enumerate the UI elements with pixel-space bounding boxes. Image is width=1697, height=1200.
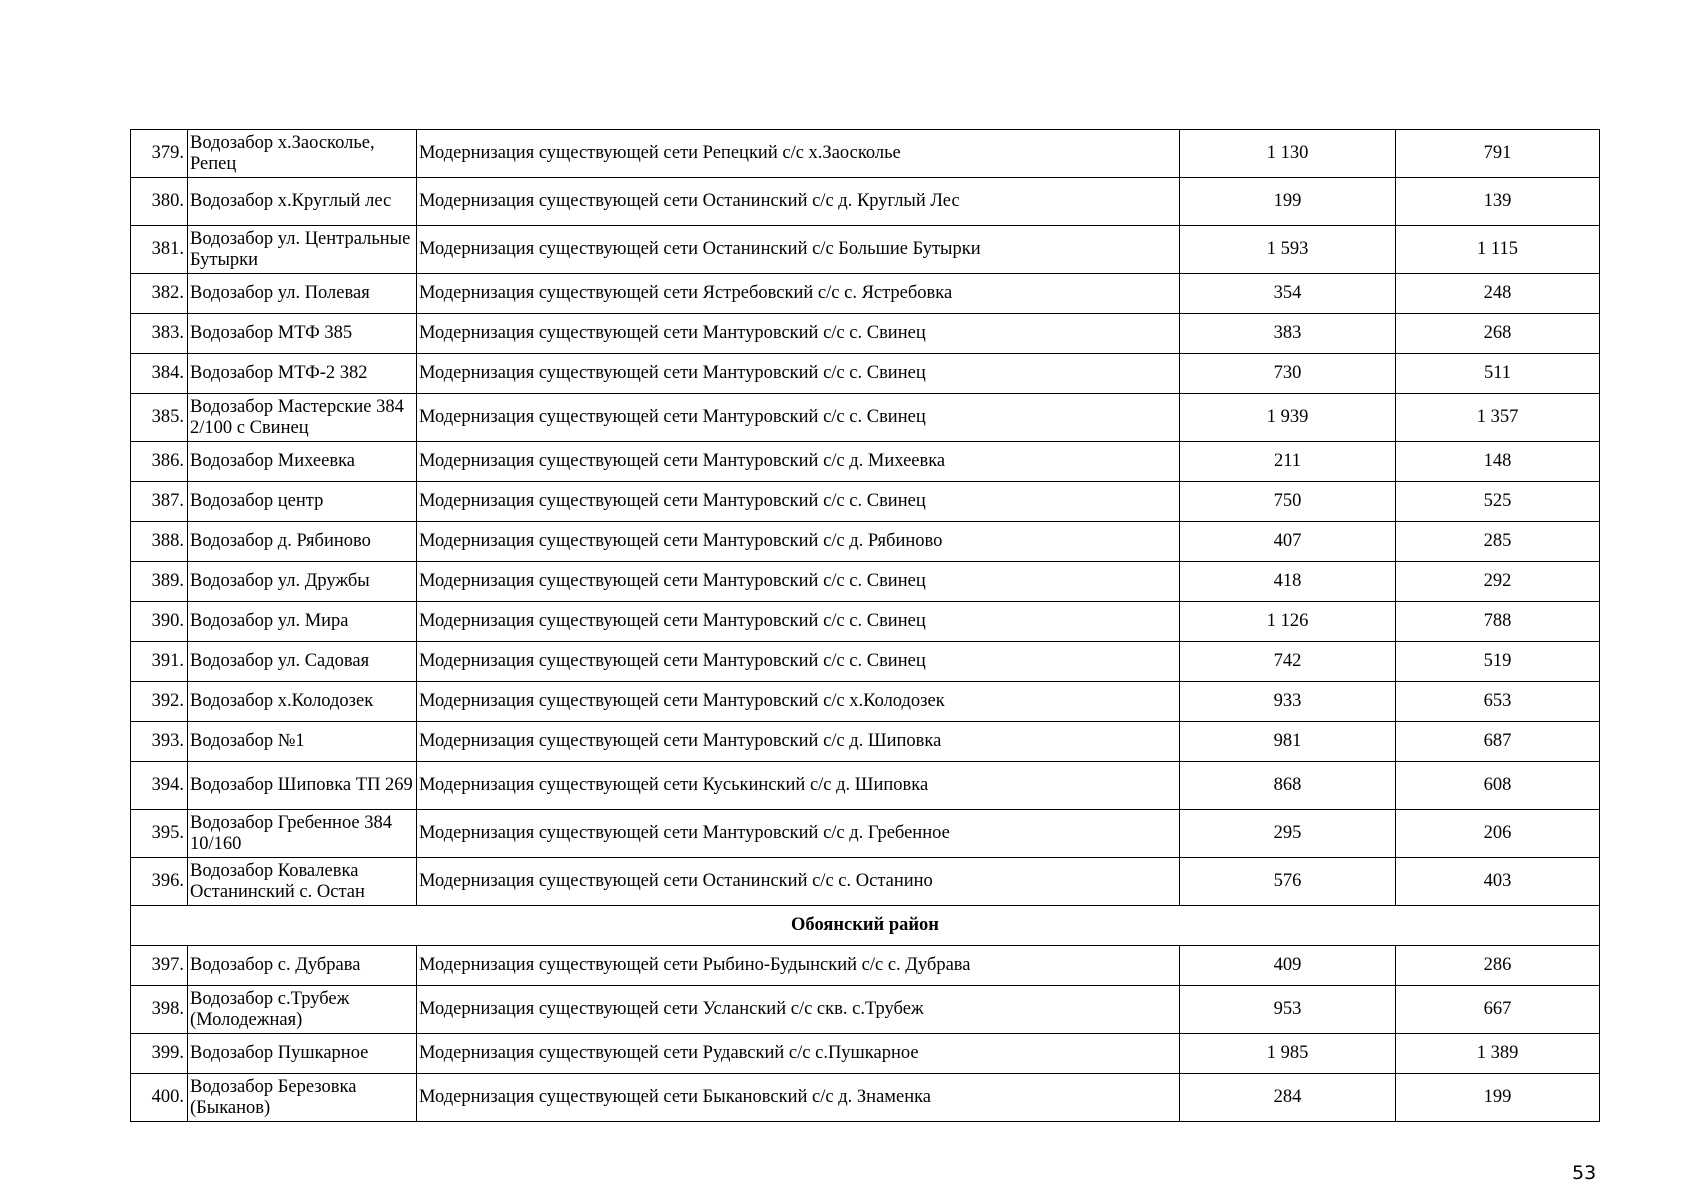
description-cell: Модернизация существующей сети Куськинский с/с д. Шиповка	[417, 762, 1180, 810]
water-source-cell: Водозабор х.Заосколье, Репец	[188, 130, 417, 178]
row-number-cell: 392.	[131, 682, 188, 722]
value-1-cell: 953	[1180, 986, 1396, 1034]
row-number-cell: 381.	[131, 226, 188, 274]
value-2-cell: 206	[1396, 810, 1600, 858]
description-cell: Модернизация существующей сети Останинский с/с Большие Бутырки	[417, 226, 1180, 274]
water-source-cell: Водозабор Михеевка	[188, 442, 417, 482]
table-row	[131, 1034, 1600, 1074]
water-source-cell: Водозабор х.Круглый лес	[188, 178, 417, 226]
water-source-cell: Водозабор Гребенное 384 10/160	[188, 810, 417, 858]
water-source-cell: Водозабор с. Дубрава	[188, 946, 417, 986]
value-2-cell: 1 357	[1396, 394, 1600, 442]
value-1-cell: 354	[1180, 274, 1396, 314]
water-source-cell: Водозабор центр	[188, 482, 417, 522]
water-source-cell: Водозабор МТФ 385	[188, 314, 417, 354]
description-cell: Модернизация существующей сети Мантуровский с/с с. Свинец	[417, 562, 1180, 602]
value-2-cell: 286	[1396, 946, 1600, 986]
table-row	[131, 482, 1600, 522]
table-row	[131, 354, 1600, 394]
water-source-cell: Водозабор Шиповка ТП 269	[188, 762, 417, 810]
value-1-cell: 868	[1180, 762, 1396, 810]
value-1-cell: 933	[1180, 682, 1396, 722]
table-row	[131, 130, 1600, 178]
water-source-cell: Водозабор с.Трубеж (Молодежная)	[188, 986, 417, 1034]
value-1-cell: 284	[1180, 1074, 1396, 1122]
description-cell: Модернизация существующей сети Мантуровский с/с д. Шиповка	[417, 722, 1180, 762]
table-row	[131, 986, 1600, 1034]
water-source-cell: Водозабор МТФ-2 382	[188, 354, 417, 394]
description-cell: Модернизация существующей сети Мантуровский с/с с. Свинец	[417, 394, 1180, 442]
row-number-cell: 389.	[131, 562, 188, 602]
value-1-cell: 407	[1180, 522, 1396, 562]
table-row	[131, 1074, 1600, 1122]
row-number-cell: 383.	[131, 314, 188, 354]
value-2-cell: 248	[1396, 274, 1600, 314]
table-body	[131, 130, 1600, 1122]
value-2-cell: 788	[1396, 602, 1600, 642]
value-1-cell: 295	[1180, 810, 1396, 858]
row-number-cell: 393.	[131, 722, 188, 762]
description-cell: Модернизация существующей сети Останинский с/с д. Круглый Лес	[417, 178, 1180, 226]
value-2-cell: 148	[1396, 442, 1600, 482]
description-cell: Модернизация существующей сети Ястребовский с/с с. Ястребовка	[417, 274, 1180, 314]
row-number-cell: 394.	[131, 762, 188, 810]
value-2-cell: 268	[1396, 314, 1600, 354]
value-2-cell: 1 115	[1396, 226, 1600, 274]
description-cell: Модернизация существующей сети Останинский с/с с. Останино	[417, 858, 1180, 906]
description-cell: Модернизация существующей сети Усланский с/с скв. с.Трубеж	[417, 986, 1180, 1034]
row-number-cell: 382.	[131, 274, 188, 314]
table-row	[131, 274, 1600, 314]
value-1-cell: 409	[1180, 946, 1396, 986]
row-number-cell: 398.	[131, 986, 188, 1034]
description-cell: Модернизация существующей сети Мантуровский с/с х.Колодозек	[417, 682, 1180, 722]
value-1-cell: 418	[1180, 562, 1396, 602]
water-source-cell: Водозабор ул. Мира	[188, 602, 417, 642]
value-2-cell: 519	[1396, 642, 1600, 682]
row-number-cell: 399.	[131, 1034, 188, 1074]
table-row	[131, 442, 1600, 482]
water-source-cell: Водозабор ул. Садовая	[188, 642, 417, 682]
water-source-cell: Водозабор Ковалевка Останинский с. Остан	[188, 858, 417, 906]
value-2-cell: 667	[1396, 986, 1600, 1034]
table-row	[131, 810, 1600, 858]
value-2-cell: 285	[1396, 522, 1600, 562]
value-1-cell: 730	[1180, 354, 1396, 394]
row-number-cell: 396.	[131, 858, 188, 906]
description-cell: Модернизация существующей сети Мантуровский с/с с. Свинец	[417, 602, 1180, 642]
description-cell: Модернизация существующей сети Репецкий с/с х.Заосколье	[417, 130, 1180, 178]
value-1-cell: 1 130	[1180, 130, 1396, 178]
value-1-cell: 981	[1180, 722, 1396, 762]
row-number-cell: 387.	[131, 482, 188, 522]
water-source-cell: Водозабор д. Рябиново	[188, 522, 417, 562]
value-2-cell: 199	[1396, 1074, 1600, 1122]
table-row	[131, 562, 1600, 602]
value-2-cell: 139	[1396, 178, 1600, 226]
value-2-cell: 653	[1396, 682, 1600, 722]
table-row	[131, 314, 1600, 354]
description-cell: Модернизация существующей сети Мантуровский с/с с. Свинец	[417, 354, 1180, 394]
value-2-cell: 403	[1396, 858, 1600, 906]
value-2-cell: 1 389	[1396, 1034, 1600, 1074]
water-source-cell: Водозабор ул. Центральные Бутырки	[188, 226, 417, 274]
table-row	[131, 682, 1600, 722]
table-row	[131, 722, 1600, 762]
value-2-cell: 511	[1396, 354, 1600, 394]
row-number-cell: 388.	[131, 522, 188, 562]
table-row	[131, 394, 1600, 442]
table-row	[131, 762, 1600, 810]
value-1-cell: 1 985	[1180, 1034, 1396, 1074]
value-1-cell: 576	[1180, 858, 1396, 906]
row-number-cell: 390.	[131, 602, 188, 642]
value-1-cell: 742	[1180, 642, 1396, 682]
value-1-cell: 1 593	[1180, 226, 1396, 274]
description-cell: Модернизация существующей сети Мантуровский с/с д. Михеевка	[417, 442, 1180, 482]
row-number-cell: 384.	[131, 354, 188, 394]
description-cell: Модернизация существующей сети Мантуровский с/с д. Гребенное	[417, 810, 1180, 858]
value-2-cell: 608	[1396, 762, 1600, 810]
water-source-cell: Водозабор ул. Полевая	[188, 274, 417, 314]
row-number-cell: 397.	[131, 946, 188, 986]
description-cell: Модернизация существующей сети Быкановский с/с д. Знаменка	[417, 1074, 1180, 1122]
table-row	[131, 522, 1600, 562]
table-row	[131, 946, 1600, 986]
value-1-cell: 750	[1180, 482, 1396, 522]
table-row	[131, 858, 1600, 906]
description-cell: Модернизация существующей сети Мантуровский с/с с. Свинец	[417, 482, 1180, 522]
value-1-cell: 211	[1180, 442, 1396, 482]
value-2-cell: 687	[1396, 722, 1600, 762]
table-row	[131, 226, 1600, 274]
value-1-cell: 1 126	[1180, 602, 1396, 642]
water-source-cell: Водозабор Березовка (Быканов)	[188, 1074, 417, 1122]
description-cell: Модернизация существующей сети Рыбино-Будынский с/с с. Дубрава	[417, 946, 1180, 986]
row-number-cell: 395.	[131, 810, 188, 858]
row-number-cell: 385.	[131, 394, 188, 442]
table-row	[131, 178, 1600, 226]
water-source-cell: Водозабор №1	[188, 722, 417, 762]
row-number-cell: 380.	[131, 178, 188, 226]
value-2-cell: 292	[1396, 562, 1600, 602]
table-row	[131, 642, 1600, 682]
water-source-cell: Водозабор х.Колодозек	[188, 682, 417, 722]
value-1-cell: 383	[1180, 314, 1396, 354]
value-2-cell: 791	[1396, 130, 1600, 178]
row-number-cell: 400.	[131, 1074, 188, 1122]
section-header-row	[131, 906, 1600, 946]
page-number: 53	[1572, 1162, 1597, 1184]
value-1-cell: 199	[1180, 178, 1396, 226]
section-title: Обоянский район	[131, 906, 1600, 946]
water-source-cell: Водозабор ул. Дружбы	[188, 562, 417, 602]
row-number-cell: 379.	[131, 130, 188, 178]
value-2-cell: 525	[1396, 482, 1600, 522]
row-number-cell: 391.	[131, 642, 188, 682]
water-source-cell: Водозабор Пушкарное	[188, 1034, 417, 1074]
description-cell: Модернизация существующей сети Мантуровский с/с д. Рябиново	[417, 522, 1180, 562]
value-1-cell: 1 939	[1180, 394, 1396, 442]
water-source-cell: Водозабор Мастерские 384 2/100 с Свинец	[188, 394, 417, 442]
infrastructure-table	[130, 129, 1600, 1122]
description-cell: Модернизация существующей сети Мантуровский с/с с. Свинец	[417, 314, 1180, 354]
description-cell: Модернизация существующей сети Рудавский с/с с.Пушкарное	[417, 1034, 1180, 1074]
row-number-cell: 386.	[131, 442, 188, 482]
description-cell: Модернизация существующей сети Мантуровский с/с с. Свинец	[417, 642, 1180, 682]
table-row	[131, 602, 1600, 642]
